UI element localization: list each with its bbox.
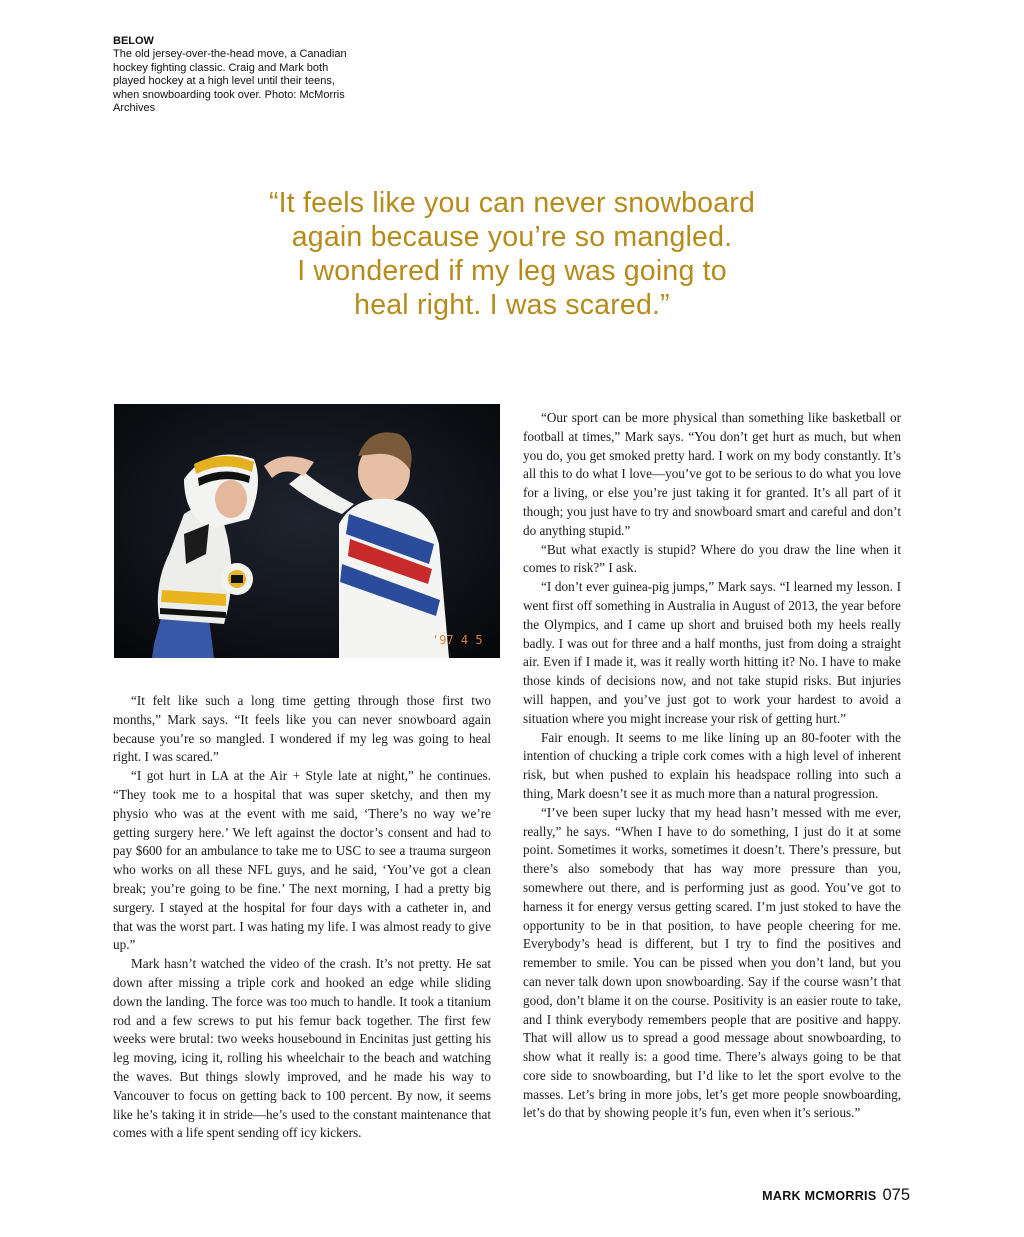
article-paragraph: Fair enough. It seems to me like lining up an 80-footer with the intention of chucking a triple cork comes with a high level of inherent risk, but when pushed to explain his headspace rolling into such a thing, Mark doesn’t see it as much more than a natural progression.	[523, 729, 901, 801]
article-paragraph: “I’ve been super lucky that my head hasn’t messed with me ever, really,” he says. “When I have to do something, I just do it at some point. Sometimes it works, sometimes it doesn’t. There’s pressure, but there’s also somebody that has way more pressure than you, somewhere out there, and is performing just as good. You’ve got to harness it for energy versus getting scared. I’m just stoked to have the opportunity to be in that position, to have people cheering for me. Everybody’s head is different, but I try to find the positives and remember to smile. You can be pissed when you don’t land, but you can never talk down upon snowboarding. Say if the course wasn’t that good, don’t blame it on the course. Positivity is an easier route to take, and I think everybody remembers people that are positive and happy. That will allow us to spread a good message about snowboarding, to show what it really is: a good time. There’s always going to be that core side to snowboarding, but I’d like to let the sport evolve to the masses. Let’s bring in more jobs, let’s get more people snowboarding, let’s do that by showing people it’s fun, even when it’s serious.”	[523, 804, 901, 1121]
pull-quote	[180, 186, 844, 322]
article-column-right	[523, 409, 901, 1123]
article-paragraph: “I got hurt in LA at the Air + Style late at night,” he continues. “They took me to a hospital that was super sketchy, and then my physio who was at the event with me said, ‘There’s no way we’re getting surgery here.’ We left against the doctor’s consent and had to pay $600 for an ambulance to take me to USC to see a trauma surgeon who works on all these NFL guys, and he said, ‘You’ve got a clean break; you’re going to be fine.’ The next morning, I had a pretty big surgery. I stayed at the hospital for four days with a catheter in, and that was the worst part. I was hating my life. I was almost ready to give up.”	[113, 768, 491, 953]
article-paragraph: “But what exactly is stupid? Where do you draw the line when it comes to risk?” I ask.	[523, 541, 901, 576]
pull-quote-line: again because you’re so mangled.	[291, 221, 733, 253]
photo-caption	[113, 35, 353, 115]
article-paragraph: “Our sport can be more physical than something like basketball or football at times,” Mark says. “You don’t get hurt as much, but when you do, you get smoked pretty hard. I work on my body constantly. It’s all this to do what I love—you’ve got to be serious to do what you love for a living, or else you’re just taking it for granted. It’s all part of it though; you just have to try and snowboard smart and careful and don’t do anything stupid.”	[523, 410, 901, 538]
pull-quote-line: I wondered if my leg was going to	[297, 255, 727, 287]
archive-photo	[114, 404, 500, 658]
photo-illustration	[114, 404, 500, 658]
article-paragraph: Mark hasn’t watched the video of the crash. It’s not pretty. He sat down after missing a triple cork and hooked an edge while sliding down the landing. The force was too much to handle. It took a titanium rod and a few screws to put his femur back together. The first few weeks were brutal: two weeks housebound in Encinitas just getting his leg moving, icing it, rolling his wheelchair to the beach and watching the waves. But things slowly improved, and he made his way to Vancouver to focus on getting back to 100 percent. By now, it seems like he’s taking it in stride—he’s used to the constant maintenance that comes with a life spent sending off icy kickers.	[113, 956, 491, 1141]
article-paragraph: “It felt like such a long time getting through those first two months,” Mark says. “It feels like you can never snowboard again because you’re so mangled. I wondered if my leg was going to heal right. I was scared.”	[113, 693, 491, 765]
pull-quote-line: “It feels like you can never snowboard	[268, 187, 756, 219]
page-folio	[762, 1186, 910, 1205]
page-number: 075	[882, 1186, 910, 1204]
caption-text: The old jersey-over-the-head move, a Canadian hockey fighting classic. Craig and Mark both played hockey at a high level until their teens, when snowboarding took over. Photo: McMorris Archives	[113, 48, 347, 115]
photo-date-stamp: '97 4 5	[432, 633, 483, 647]
pull-quote-line: heal right. I was scared.”	[354, 289, 670, 321]
article-paragraph: “I don’t ever guinea-pig jumps,” Mark says. “I learned my lesson. I went first off something in Australia in August of 2013, the year before the Olympics, and I came up short and bruised both my heels really badly. I was out for three and a half months, just from doing a straight air. Even if I made it, was it really worth hitting it? No. I have to make those kinds of decisions now, and not take stupid risks. But injuries will happen, and you’ve just got to work your hardest to avoid a situation where you might increase your risk of getting hurt.”	[523, 579, 901, 726]
folio-section-name: MARK MCMORRIS	[762, 1189, 877, 1203]
article-column-left	[113, 692, 491, 1143]
caption-heading: BELOW	[113, 35, 154, 47]
